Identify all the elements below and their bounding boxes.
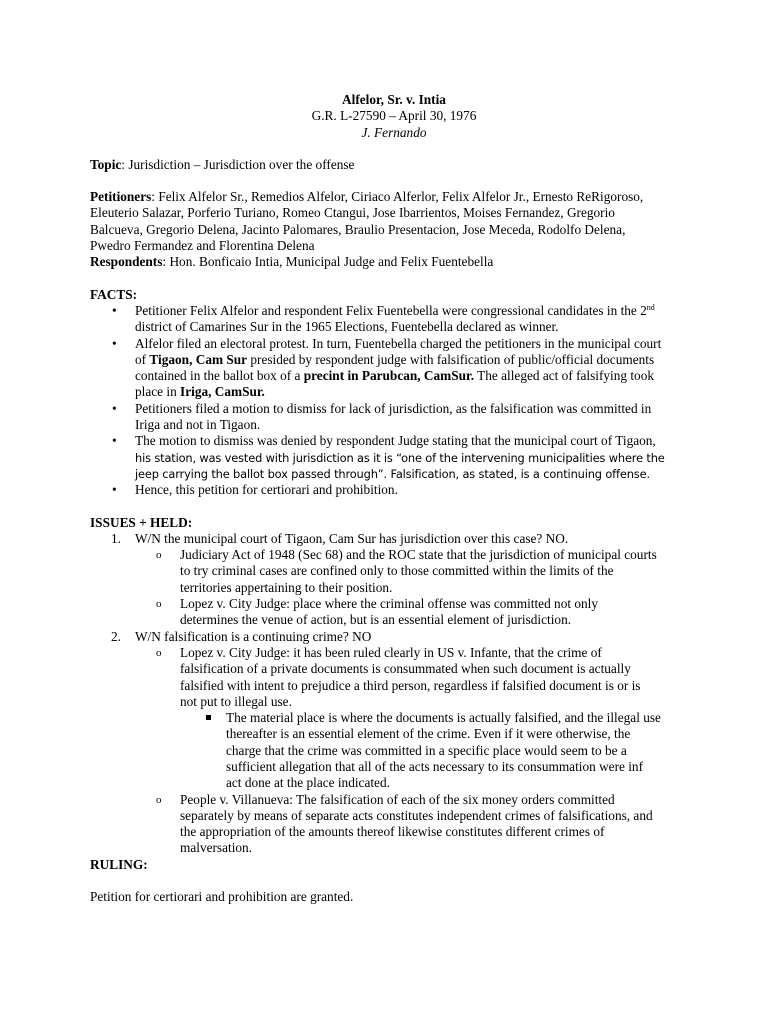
fact-emphasis: Tigaon, Cam Sur bbox=[149, 351, 248, 367]
held-text: thereafter is an essential element of the crime. Even if it were otherwise, the bbox=[226, 726, 631, 742]
case-citation: G.R. L-27590 – April 30, 1976 bbox=[311, 108, 477, 124]
fact-emphasis: Iriga, CamSur. bbox=[180, 384, 265, 400]
held-text: to try criminal cases are confined only to those committed within the limits of the bbox=[180, 563, 614, 579]
facts-heading: FACTS: bbox=[90, 286, 138, 302]
facts-list bbox=[90, 303, 698, 499]
square-bullet-icon bbox=[206, 715, 211, 720]
fact-text: The alleged act of falsifying took bbox=[474, 368, 654, 384]
issue-number: 1. bbox=[111, 530, 121, 546]
held-text: determines the venue of action, but is an essential element of jurisdiction. bbox=[180, 612, 572, 628]
circle-bullet: o bbox=[156, 549, 162, 562]
respondents-line bbox=[90, 254, 698, 270]
list-item bbox=[156, 547, 698, 596]
list-item bbox=[111, 628, 698, 857]
list-item bbox=[226, 710, 698, 791]
petitioners-line: Eleuterio Salazar, Porferio Turiano, Romeo Ctangui, Jose Ibarrientos, Moises Fernandez, Gregorio bbox=[90, 205, 615, 221]
respondents-value: : Hon. Bonficaio Intia, Municipal Judge and Felix Fuentebella bbox=[162, 254, 494, 270]
issue-text: W/N falsification is a continuing crime? NO bbox=[135, 628, 372, 644]
fact-text: place in bbox=[135, 384, 181, 400]
fact-text: • Hence, this petition for certiorari and prohibition. bbox=[135, 482, 398, 498]
fact-text: Petitioner Felix Alfelor and respondent Felix Fuentebella were congressional candidates in the 2 bbox=[135, 302, 647, 318]
issues-heading: ISSUES + HELD: bbox=[90, 514, 193, 530]
held-text: separately by means of separate acts constitutes independent crimes of falsifications, and bbox=[180, 807, 653, 823]
list-item bbox=[111, 530, 698, 629]
held-text: Judiciary Act of 1948 (Sec 68) and the ROC state that the jurisdiction of municipal courts bbox=[180, 547, 657, 563]
circle-bullet: o bbox=[156, 646, 162, 659]
fact-text: jeep carrying the ballot box passed through”. Falsification, as stated, is a continuing offense. bbox=[135, 466, 650, 481]
circle-bullet: o bbox=[156, 793, 162, 806]
fact-emphasis: precint in Parubcan, CamSur. bbox=[303, 368, 475, 384]
held-text: Lopez v. City Judge: place where the criminal offense was committed not only bbox=[180, 596, 598, 612]
held-text: People v. Villanueva: The falsification of each of the six money orders committed bbox=[180, 791, 615, 807]
topic-label: Topic bbox=[90, 156, 122, 172]
held-text: Lopez v. City Judge: it has been ruled clearly in US v. Infante, that the crime of bbox=[180, 644, 602, 660]
list-item bbox=[135, 433, 698, 482]
held-text: The material place is where the documents is actually falsified, and the illegal use bbox=[226, 710, 661, 726]
issue-text: W/N the municipal court of Tigaon, Cam Sur has jurisdiction over this case? NO. bbox=[135, 530, 569, 546]
held-list bbox=[135, 547, 698, 628]
fact-text: district of Camarines Sur in the 1965 Elections, Fuentebella declared as winner. bbox=[135, 319, 559, 335]
held-list bbox=[135, 645, 698, 857]
held-text: act done at the place indicated. bbox=[226, 775, 390, 791]
issues-list bbox=[90, 531, 698, 857]
ruling-text: Petition for certiorari and prohibition are granted. bbox=[90, 889, 354, 905]
case-title: Alfelor, Sr. v. Intia bbox=[342, 92, 446, 107]
ruling-heading: RULING: bbox=[90, 856, 148, 872]
held-text: charge that the crime was committed in a specific place would seem to be a bbox=[226, 742, 627, 758]
list-item bbox=[135, 336, 698, 401]
list-item bbox=[156, 596, 698, 629]
circle-bullet: o bbox=[156, 598, 162, 611]
list-item bbox=[135, 401, 698, 434]
topic-line bbox=[90, 157, 698, 173]
issue-number: 2. bbox=[111, 628, 121, 644]
petitioners-line: : Felix Alfelor Sr., Remedios Alfelor, Ciriaco Alferlor, Felix Alfelor Jr., Ernesto ReRigoroso, bbox=[151, 189, 644, 205]
fact-text: • Petitioners filed a motion to dismiss for lack of jurisdiction, as the falsification was committed in bbox=[135, 400, 652, 416]
held-text: the appropriation of the amounts thereof likewise constitutes different crimes of bbox=[180, 824, 605, 840]
fact-text: of bbox=[135, 351, 150, 367]
held-text: sufficient allegation that all of the acts necessary to its consummation were inf bbox=[226, 758, 644, 774]
fact-text: his station, was vested with jurisdiction as it is “one of the intervening municipalities where the bbox=[135, 450, 665, 465]
held-text: falsified with intent to prejudice a third person, regardless if falsified document is or is bbox=[180, 677, 641, 693]
ordinal-suffix: nd bbox=[646, 302, 655, 312]
respondents-label: Respondents bbox=[90, 254, 163, 270]
list-item bbox=[156, 791, 698, 857]
fact-text: • Alfelor filed an electoral protest. In turn, Fuentebella charged the petitioners in the municipal court bbox=[135, 335, 662, 351]
petitioners-label: Petitioners bbox=[90, 189, 152, 205]
list-item bbox=[135, 482, 698, 498]
sub-held-list bbox=[180, 710, 698, 791]
petitioners-line: Pwedro Fermandez and Florentina Delena bbox=[90, 238, 315, 254]
ponente: J. Fernando bbox=[361, 124, 427, 140]
fact-text: presided by respondent judge with falsification of public/official documents bbox=[247, 351, 655, 367]
held-text: territories appertaining to their position. bbox=[180, 579, 393, 595]
list-item bbox=[135, 303, 698, 336]
list-item bbox=[156, 644, 698, 792]
topic-value: : Jurisdiction – Jurisdiction over the offense bbox=[121, 156, 355, 172]
fact-text: contained in the ballot box of a bbox=[135, 368, 304, 384]
fact-text: Iriga and not in Tigaon. bbox=[135, 417, 261, 433]
held-text: not put to illegal use. bbox=[180, 693, 292, 709]
held-text: falsification of a private documents is consummated when such document is actually bbox=[180, 661, 631, 677]
held-text: malversation. bbox=[180, 840, 253, 856]
petitioners-line: Balcueva, Gregorio Delena, Jacinto Palomares, Braulio Presentacion, Jose Meceda, Rodolfo Delena, bbox=[90, 221, 626, 237]
petitioners-block bbox=[90, 189, 698, 254]
fact-text: • The motion to dismiss was denied by respondent Judge stating that the municipal court of Tigaon, bbox=[135, 433, 656, 449]
